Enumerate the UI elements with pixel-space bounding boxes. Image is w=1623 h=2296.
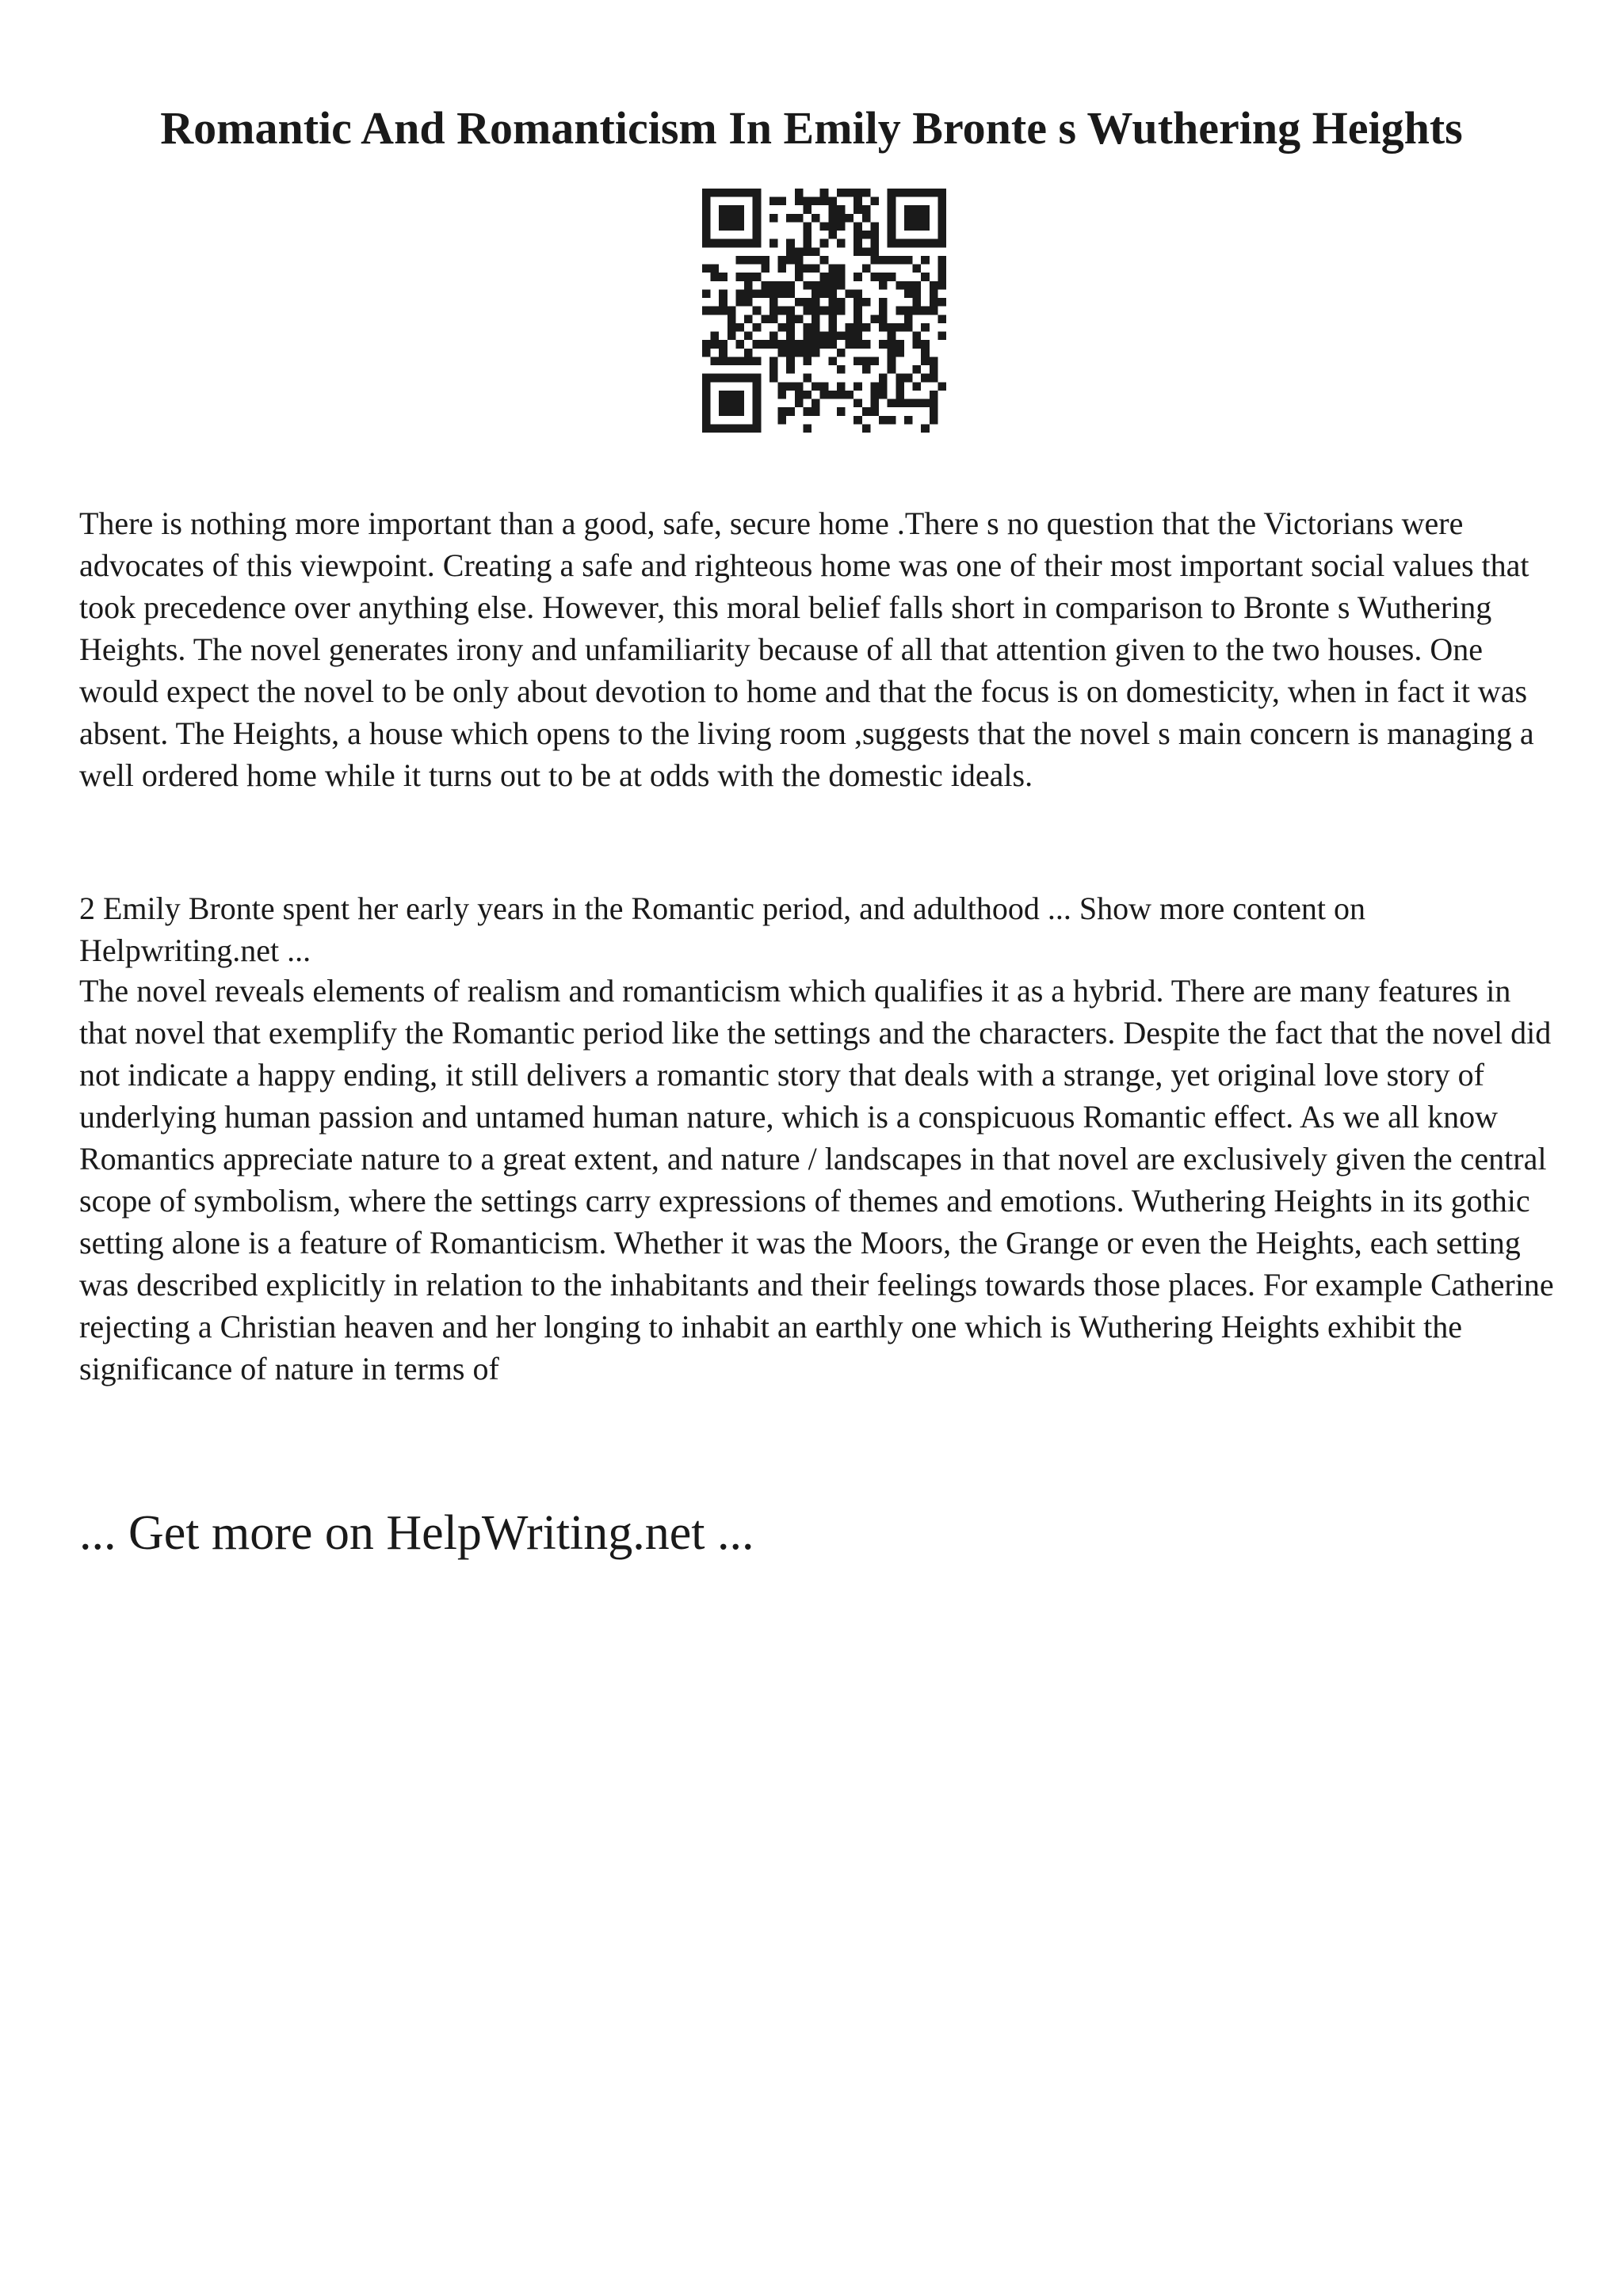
document-title: Romantic And Romanticism In Emily Bronte s Wuthering Heights [160,102,1463,154]
paragraph-3: The novel reveals elements of realism and romanticism which qualifies it as a hybrid. There are many features in that novel that exemplify the Romantic period like the settings and the characters. Despite the fact that the novel did not indicate a happy ending, it still delivers a romantic story that deals with a strange, yet original love story of underlying human passion and untamed human nature, which is a conspicuous Romantic effect. As we all know Romantics appreciate nature to a great extent, and nature / landscapes in that novel are exclusively given the central scope of symbolism, where the settings carry expressions of themes and emotions. Wuthering Heights in its gothic setting alone is a feature of Romanticism. Whether it was the Moors, the Grange or even the Heights, each setting was described explicitly in relation to the inhabitants and their feelings towards those places. For example Catherine rejecting a Christian heaven and her longing to inhabit an earthly one which is Wuthering Heights exhibit the significance of nature in terms of [79,973,1554,1386]
qr-code-icon[interactable] [702,189,946,433]
paragraph-1: There is nothing more important than a good, safe, secure home .There s no question that the Victorians were advocates of this viewpoint. Creating a safe and righteous home was one of their most important social values that took precedence over anything else. However, this moral belief falls short in comparison to Bronte s Wuthering Heights. The novel generates irony and unfamiliarity because of all that attention given to the two houses. One would expect the novel to be only about devotion to home and that the focus is on domesticity, when in fact it was absent. The Heights, a house which opens to the living room ,suggests that the novel s main concern is managing a well ordered home while it turns out to be at odds with the domestic ideals. [79,505,1534,793]
get-more-link[interactable]: ... Get more on HelpWriting.net ... [79,1506,754,1560]
paragraph-2: 2 Emily Bronte spent her early years in the Romantic period, and adulthood ... Show more content on Helpwriting.net ... [79,891,1365,968]
